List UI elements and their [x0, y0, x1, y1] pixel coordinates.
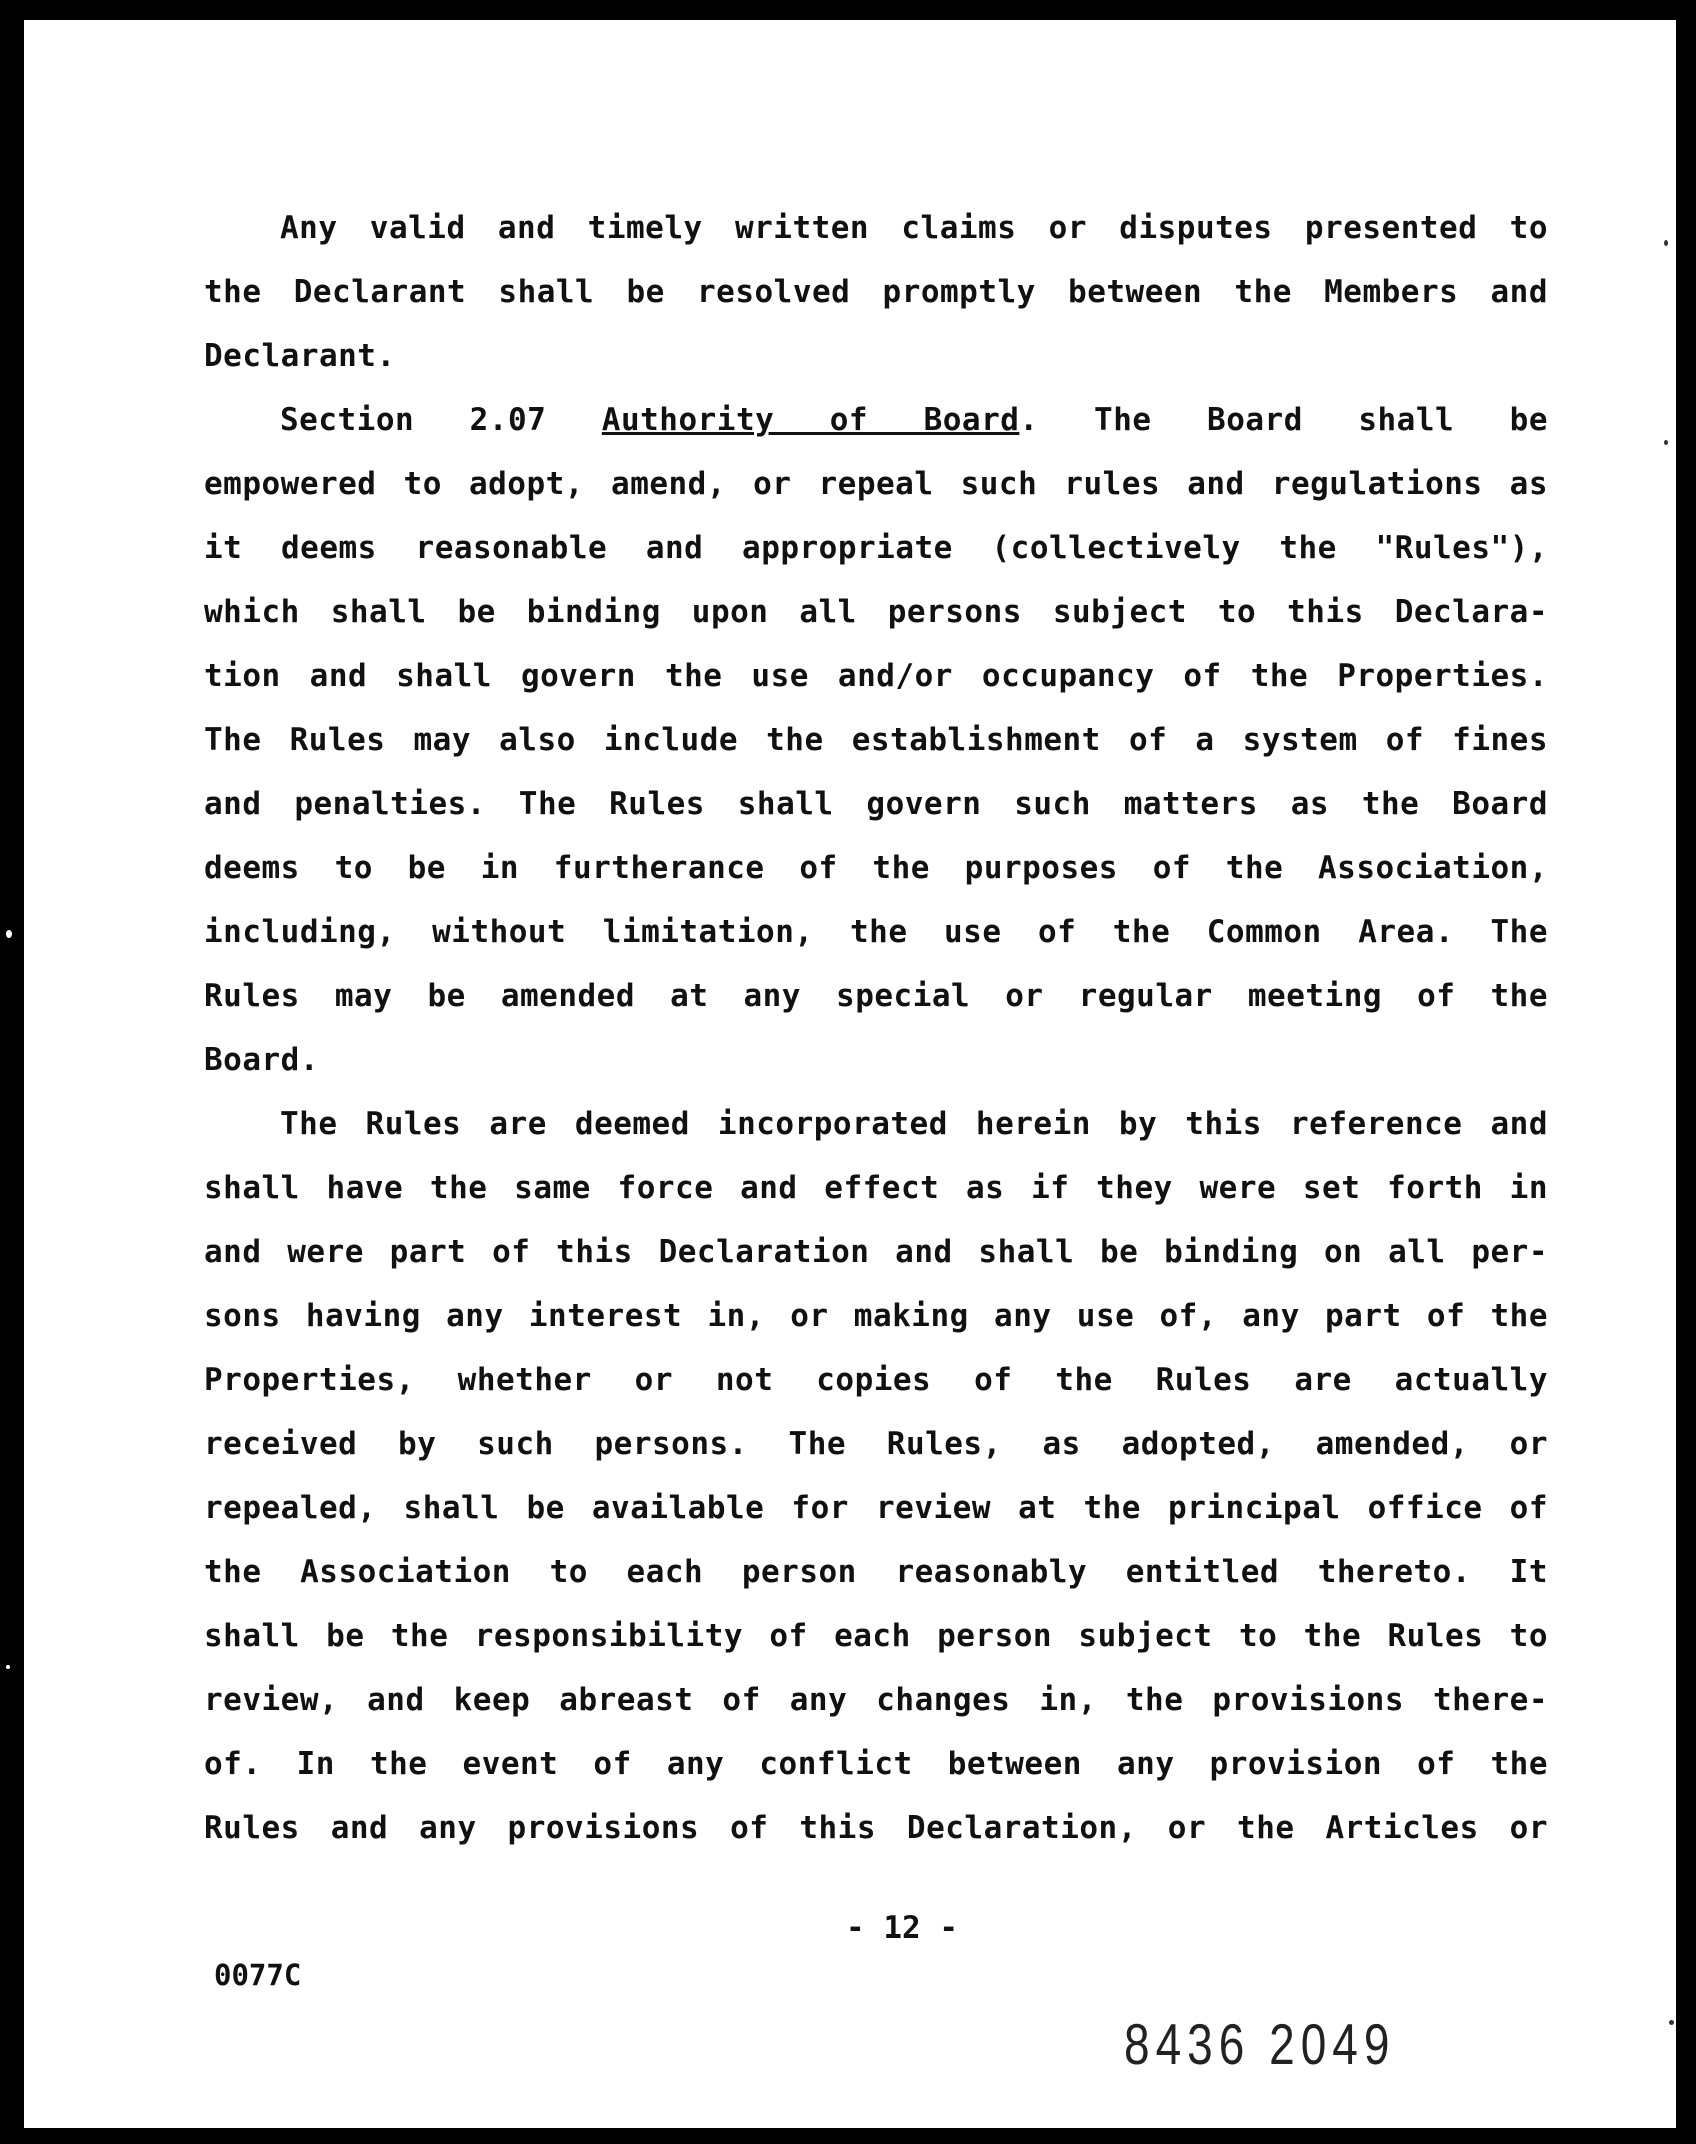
- text-line: The Rules may also include the establishment of a system of fines: [204, 722, 1548, 758]
- text-line: Board.: [204, 1042, 319, 1078]
- text-line: shall be the responsibility of each person subject to the Rules to: [204, 1618, 1548, 1654]
- document-code: 0077C: [214, 1958, 302, 1992]
- text-line: tion and shall govern the use and/or occupancy of the Properties.: [204, 658, 1548, 694]
- text-line: The Rules are deemed incorporated herein by this reference and: [280, 1106, 1548, 1142]
- text-line: review, and keep abreast of any changes in, the provisions there-: [204, 1682, 1548, 1718]
- text-line: it deems reasonable and appropriate (collectively the "Rules"),: [204, 530, 1548, 566]
- text-line: shall have the same force and effect as if they were set forth in: [204, 1170, 1548, 1206]
- handwritten-stamp: 8436 2049: [1124, 2011, 1396, 2077]
- scan-speck: [1669, 2020, 1674, 2025]
- section-heading-tail: . The Board shall be: [1019, 402, 1548, 438]
- text-line: Declarant.: [204, 338, 396, 374]
- page-number: - 12 -: [846, 1910, 958, 1946]
- text-line: received by such persons. The Rules, as adopted, amended, or: [204, 1426, 1548, 1462]
- text-line: Any valid and timely written claims or disputes presented to: [280, 210, 1548, 246]
- text-line: including, without limitation, the use of the Common Area. The: [204, 914, 1548, 950]
- text-line: the Declarant shall be resolved promptly between the Members and: [204, 274, 1548, 310]
- text-line: Rules may be amended at any special or regular meeting of the: [204, 978, 1548, 1014]
- section-heading-line: [204, 388, 1548, 452]
- text-line: of. In the event of any conflict between any provision of the: [204, 1746, 1548, 1782]
- document-page: [24, 20, 1676, 2128]
- text-line: which shall be binding upon all persons subject to this Declara-: [204, 594, 1548, 630]
- section-title: Authority of Board: [601, 402, 1020, 438]
- scan-speck: [1664, 440, 1668, 445]
- document-body: [204, 196, 1548, 1860]
- scan-speck: [1664, 240, 1668, 246]
- text-line: Rules and any provisions of this Declaration, or the Articles or: [204, 1810, 1548, 1846]
- text-line: the Association to each person reasonably entitled thereto. It: [204, 1554, 1548, 1590]
- text-line: Properties, whether or not copies of the Rules are actually: [204, 1362, 1548, 1398]
- scan-speck: [6, 1665, 10, 1669]
- text-line: and penalties. The Rules shall govern such matters as the Board: [204, 786, 1548, 822]
- text-line: empowered to adopt, amend, or repeal such rules and regulations as: [204, 466, 1548, 502]
- scan-speck: [6, 930, 12, 938]
- text-line: deems to be in furtherance of the purposes of the Association,: [204, 850, 1548, 886]
- section-number: Section 2.07: [280, 402, 602, 438]
- text-line: and were part of this Declaration and shall be binding on all per-: [204, 1234, 1548, 1270]
- text-line: repealed, shall be available for review at the principal office of: [204, 1490, 1548, 1526]
- text-line: sons having any interest in, or making any use of, any part of the: [204, 1298, 1548, 1334]
